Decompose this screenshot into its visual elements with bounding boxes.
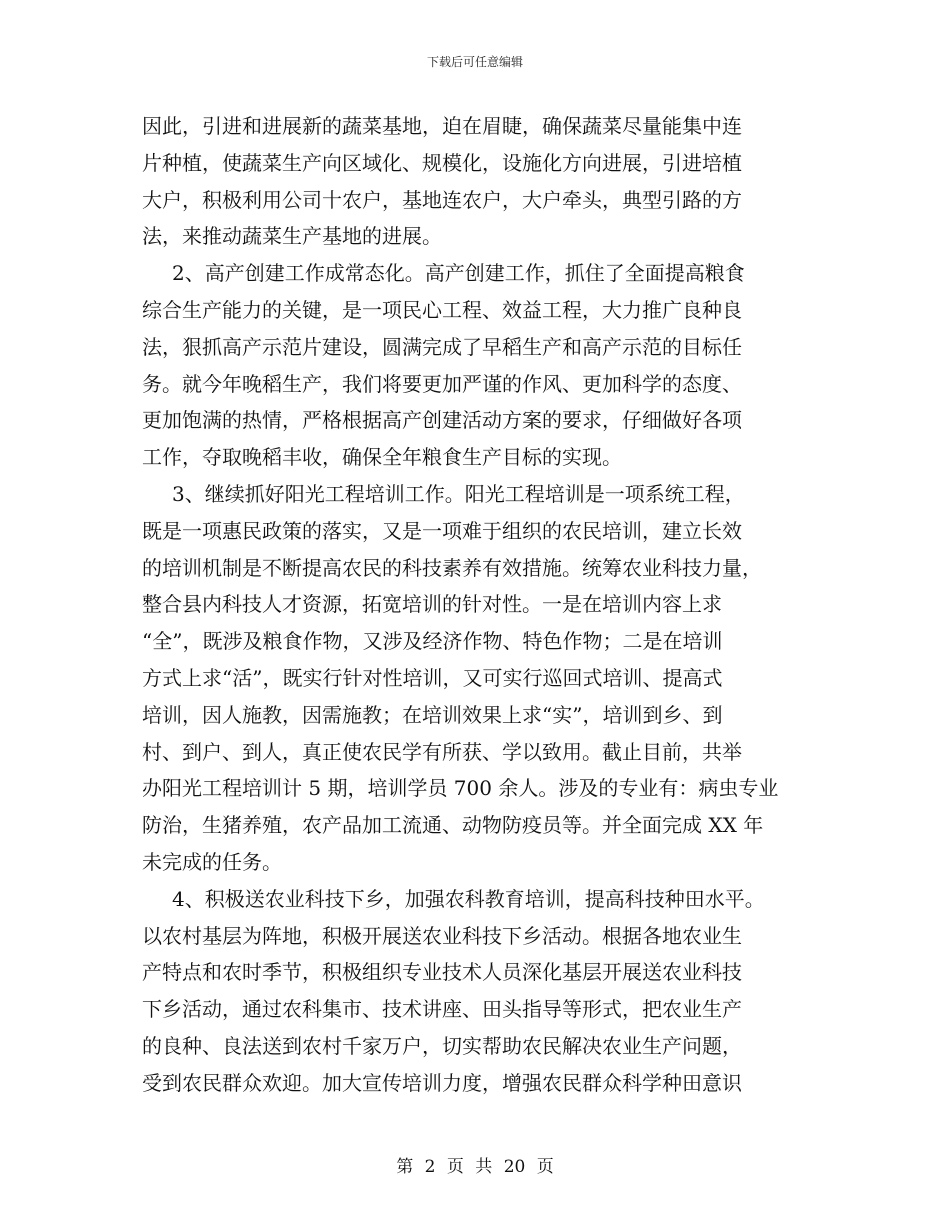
page-number-footer: 第 2 页 共 20 页 <box>396 1157 554 1177</box>
text-line: 下乡活动，通过农科集市、技术讲座、田头指导等形式，把农业生产 <box>142 997 742 1022</box>
text-line: 法，来推动蔬菜生产基地的进展。 <box>142 224 442 249</box>
text-line: 防治，生猪养殖，农产品加工流通、动物防疫员等。并全面完成 XX 年 <box>142 813 764 838</box>
text-line: 工作，夺取晚稻丰收，确保全年粮食生产目标的实现。 <box>142 445 622 470</box>
text-line: 3、继续抓好阳光工程培训工作。阳光工程培训是一项系统工程， <box>172 481 745 506</box>
text-line: 4、积极送农业科技下乡，加强农科教育培训，提高科技种田水平。 <box>172 886 765 911</box>
text-line: 办阳光工程培训计 5 期，培训学员 700 余人。涉及的专业有：病虫专业 <box>142 776 779 801</box>
text-line: “全”，既涉及粮食作物，又涉及经济作物、特色作物；二是在培训 <box>142 629 723 654</box>
text-line: 的培训机制是不断提高农民的科技素养有效措施。统筹农业科技力量， <box>142 555 762 580</box>
text-line: 既是一项惠民政策的落实，又是一项难于组织的农民培训，建立长效 <box>142 518 742 543</box>
text-line: 因此，引进和进展新的蔬菜基地，迫在眉睫，确保蔬菜尽量能集中连 <box>142 114 742 138</box>
text-line: 整合县内科技人才资源，拓宽培训的针对性。一是在培训内容上求 <box>142 592 722 617</box>
text-line: 村、到户、到人，真正使农民学有所获、学以致用。截止目前，共举 <box>142 739 742 764</box>
text-line: 更加饱满的热情，严格根据高产创建活动方案的要求，仔细做好各项 <box>142 408 742 433</box>
text-line: 受到农民群众欢迎。加大宣传培训力度，增强农民群众科学种田意识 <box>142 1070 742 1095</box>
text-line: 大户，积极利用公司十农户，基地连农户，大户牵头，典型引路的方 <box>142 187 742 212</box>
text-line: 综合生产能力的关键，是一项民心工程、效益工程，大力推广良种良 <box>142 297 742 322</box>
document-body <box>142 108 822 1102</box>
page-header-note: 下载后可任意编辑 <box>426 55 523 69</box>
text-line: 法，狠抓高产示范片建设，圆满完成了早稻生产和高产示范的目标任 <box>142 334 742 359</box>
text-line: 片种植，使蔬菜生产向区域化、规模化，设施化方向进展，引进培植 <box>142 150 742 175</box>
text-line: 未完成的任务。 <box>142 849 282 874</box>
text-line: 培训，因人施教，因需施教；在培训效果上求“实”，培训到乡、到 <box>142 702 723 727</box>
text-line: 产特点和农时季节，积极组织专业技术人员深化基层开展送农业科技 <box>142 960 742 985</box>
text-line: 的良种、良法送到农村千家万户，切实帮助农民解决农业生产问题， <box>142 1033 742 1058</box>
text-line: 务。就今年晚稻生产，我们将要更加严谨的作风、更加科学的态度、 <box>142 371 742 396</box>
text-line: 2、高产创建工作成常态化。高产创建工作，抓住了全面提高粮食 <box>172 261 745 286</box>
text-line: 方式上求“活”，既实行针对性培训，又可实行巡回式培训、提高式 <box>142 665 723 690</box>
text-line: 以农村基层为阵地，积极开展送农业科技下乡活动。根据各地农业生 <box>142 923 742 948</box>
